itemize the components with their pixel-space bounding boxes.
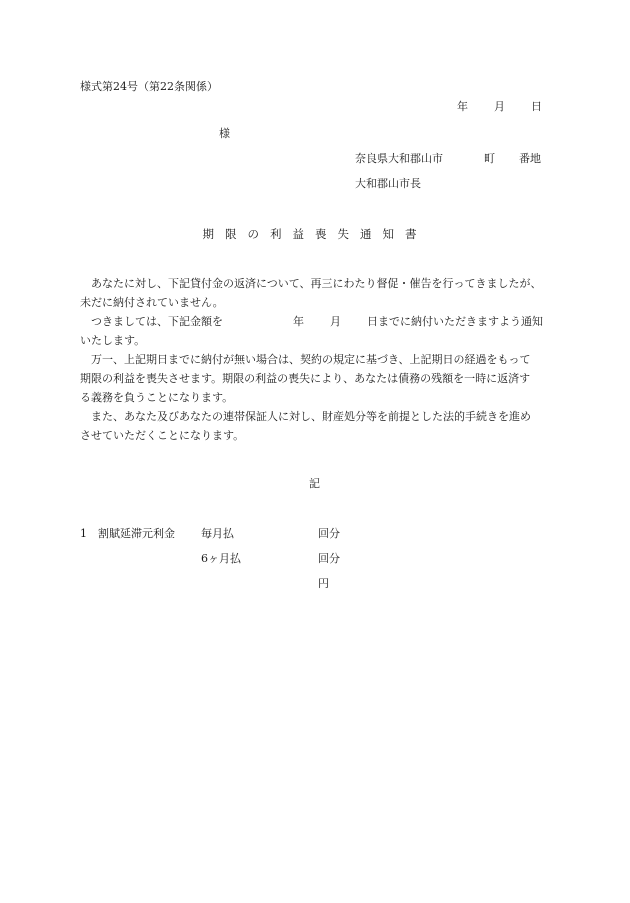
date-day-label: 日 bbox=[531, 100, 542, 113]
date-year-label: 年 bbox=[457, 100, 468, 113]
ki-heading: 記 bbox=[309, 477, 320, 490]
paragraph-3 bbox=[80, 350, 556, 407]
paragraph-2 bbox=[80, 312, 556, 350]
paragraph-1-line-1: あなたに対し、下記貸付金の返済について、再三にわたり督促・催告を行ってきましたが、 bbox=[91, 277, 542, 290]
item-row2-plan: 6ヶ月払 bbox=[201, 552, 241, 565]
sender-address-number: 番地 bbox=[519, 152, 541, 165]
item-row2-unit: 回分 bbox=[318, 552, 340, 565]
paragraph-3-line-3: る義務を負うことになります。 bbox=[80, 391, 234, 404]
item-number: 1 bbox=[80, 527, 87, 540]
item-label: 割賦延滞元利金 bbox=[98, 527, 175, 540]
sender-address-city: 奈良県大和郡山市 bbox=[355, 152, 443, 165]
paragraph-1-line-2: 未だに納付されていません。 bbox=[80, 296, 224, 309]
sender-address-town: 町 bbox=[484, 152, 495, 165]
paragraph-2-year: 年 bbox=[293, 315, 304, 328]
item-row1-unit: 回分 bbox=[318, 527, 340, 540]
paragraph-3-line-2: 期限の利益を喪失させます。期限の利益の喪失により、あなたは債務の残額を一時に返済す bbox=[80, 372, 531, 385]
paragraph-4-line-2: させていただくことになります。 bbox=[80, 429, 245, 442]
date-month-label: 月 bbox=[494, 100, 505, 113]
item-row3-unit: 円 bbox=[318, 577, 329, 590]
addressee-suffix: 様 bbox=[219, 127, 230, 140]
form-label: 様式第24号（第22条関係） bbox=[80, 80, 218, 93]
sender-name: 大和郡山市長 bbox=[355, 177, 421, 190]
paragraph-2-month: 月 bbox=[330, 315, 341, 328]
paragraph-2-line-2: いたします。 bbox=[80, 334, 146, 347]
item-row1-plan: 毎月払 bbox=[201, 527, 234, 540]
paragraph-2-tail: 日までに納付いただきますよう通知 bbox=[367, 315, 543, 328]
paragraph-1 bbox=[80, 274, 556, 312]
paragraph-4-line-1: また、あなた及びあなたの連帯保証人に対し、財産処分等を前提とした法的手続きを進め bbox=[91, 410, 531, 423]
paragraph-4 bbox=[80, 407, 556, 445]
paragraph-2-lead: つきましては、下記金額を bbox=[91, 315, 223, 328]
paragraph-3-line-1: 万一、上記期日までに納付が無い場合は、契約の規定に基づき、上記期日の経過をもって bbox=[91, 353, 531, 366]
document-title: 期限の利益喪失通知書 bbox=[202, 227, 428, 241]
